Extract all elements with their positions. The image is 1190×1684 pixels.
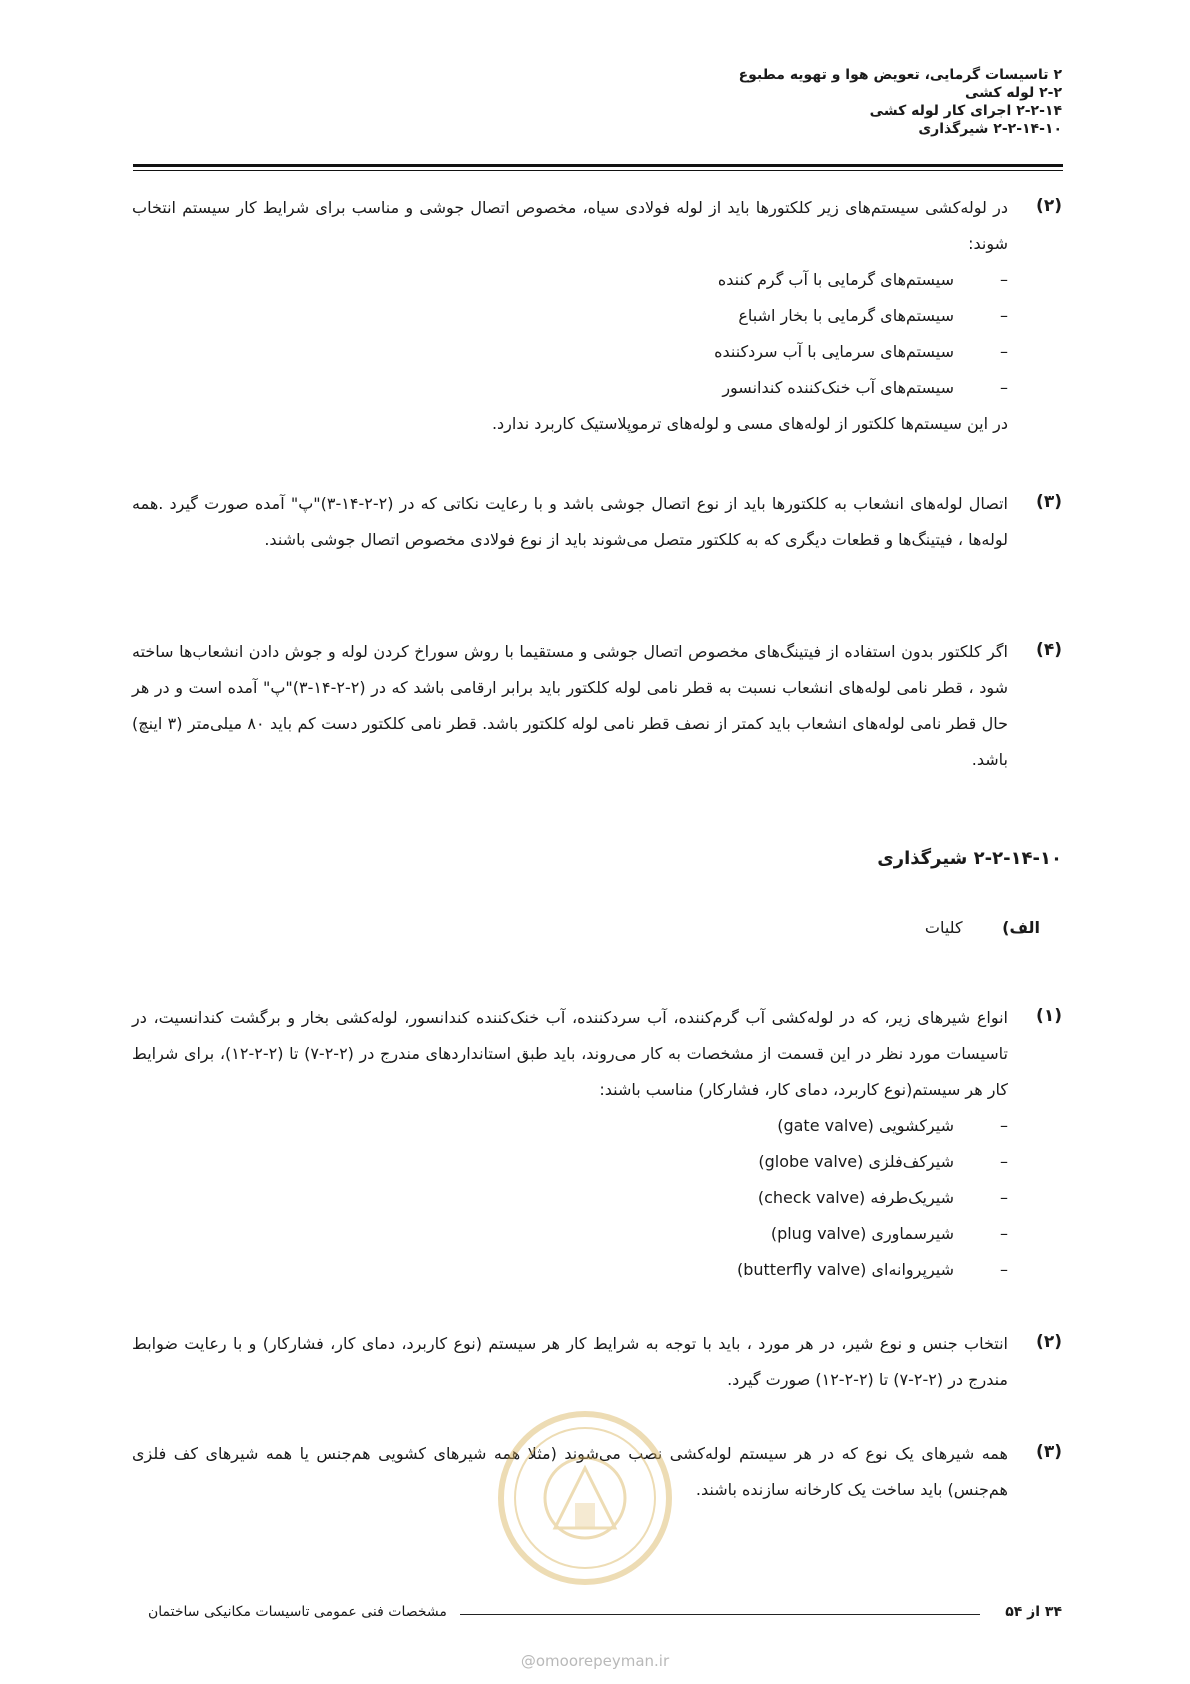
- list-item: – سیستم‌های آب خنک‌کننده کندانسور: [132, 370, 1008, 406]
- item-number: (۲): [1036, 1332, 1062, 1352]
- item-text: در لوله‌کشی سیستم‌های زیر کلکتورها باید از لوله فولادی سیاه، مخصوص اتصال جوشی و مناسب برای شرایط کار سیستم انتخاب شوند:: [132, 198, 1008, 253]
- item-number: (۳): [1036, 1442, 1062, 1462]
- item-text: همه شیرهای یک نوع که در هر سیستم لوله‌کشی نصب می‌شوند (مثلا همه شیرهای کشویی هم‌جنس یا همه شیرهای کف فلزی هم‌جنس) باید ساخت یک کارخانه سازنده باشند.: [132, 1444, 1008, 1499]
- item-text: اگر کلکتور بدون استفاده از فیتینگ‌های مخصوص اتصال جوشی و مستقیما با روش سوراخ کردن لوله و جوش دادن انشعاب‌ها ساخته شود ، قطر نامی لوله‌های انشعاب نسبت به قطر نامی لوله کلکتور باید برابر ارقامی باشد که در (۲-۲-۱۴-۳)"پ" آمده است و در هر حال قطر نامی لوله‌های انشعاب باید کمتر از نصف قطر نامی لوله کلکتور باشد. قطر نامی کلکتور دست کم باید ۸۰ میلی‌متر (۳ اینچ) باشد.: [132, 642, 1009, 769]
- list-item: – سیستم‌های سرمایی با آب سردکننده: [132, 334, 1008, 370]
- item-3: [132, 492, 1062, 612]
- item-number: (۴): [1036, 640, 1062, 660]
- subsection-text: کلیات: [924, 918, 963, 937]
- list-item: – سیستم‌های گرمایی با آب گرم کننده: [132, 262, 1008, 298]
- page-number: ۳۴ از ۵۴: [1005, 1604, 1062, 1620]
- header-divider: [133, 164, 1063, 167]
- header-divider-thin: [133, 170, 1063, 171]
- list-item: – سیستم‌های گرمایی با بخار اشباع: [132, 298, 1008, 334]
- header-line-3: ۲-۲-۱۴ اجرای کار لوله کشی: [869, 103, 1062, 119]
- item-text: در این سیستم‌ها کلکتور از لوله‌های مسی و لوله‌های ترموپلاستیک کاربرد ندارد.: [491, 414, 1008, 433]
- valve-item-2: [132, 1332, 1062, 1412]
- list-item: – شیریک‌طرفه (check valve): [132, 1180, 1008, 1216]
- subsection-heading: [925, 918, 1040, 937]
- list-item: – شیرکف‌فلزی (globe valve): [132, 1144, 1008, 1180]
- section-title: ۲-۲-۱۴-۱۰ شیرگذاری: [877, 848, 1062, 869]
- item-text: اتصال لوله‌های انشعاب به کلکتورها باید از نوع اتصال جوشی باشد و با رعایت نکاتی که در (۲-۲-۱۴-۳)"پ" آمده صورت گیرد .همه لوله‌ها ، فیتینگ‌ها و قطعات دیگری که به کلکتور متصل می‌شوند باید از نوع فولادی مخصوص اتصال جوشی باشند.: [132, 494, 1009, 549]
- item-2: [132, 196, 1062, 446]
- footer-credit: @omoorepeyman.ir: [520, 1652, 670, 1670]
- header-line-4: ۲-۲-۱۴-۱۰ شیرگذاری: [918, 121, 1062, 137]
- footer-divider: [460, 1614, 980, 1615]
- item-number: (۳): [1036, 492, 1062, 512]
- header-line-2: ۲-۲ لوله کشی: [965, 85, 1062, 101]
- header-line-1: ۲ تاسیسات گرمایی، تعویض هوا و تهویه مطبوع: [738, 67, 1062, 83]
- item-text: انواع شیرهای زیر، که در لوله‌کشی آب گرم‌کننده، آب سردکننده، آب خنک‌کننده کندانسور، لوله‌کشی بخار و برگشت کندانسیت، در تاسیسات مورد نظر در این قسمت از مشخصات به کار می‌روند، باید طبق استانداردهای مندرج در (۲-۲-۷) تا (۲-۲-۱۲)، برای شرایط کار هر سیستم(نوع کاربرد، دمای کار، فشارکار) مناسب باشند:: [132, 1008, 1008, 1099]
- item-number: (۲): [1036, 196, 1062, 216]
- item-text: انتخاب جنس و نوع شیر، در هر مورد ، باید با توجه به شرایط کار هر سیستم (نوع کاربرد، دمای کار، فشارکار) و با رعایت ضوابط مندرج در (۲-۲-۷) تا (۲-۲-۱۲) صورت گیرد.: [132, 1334, 1008, 1389]
- seal-watermark-icon: [495, 1408, 675, 1588]
- valve-item-1: [132, 1006, 1062, 1306]
- item-number: (۱): [1036, 1006, 1062, 1026]
- footer-title: مشخصات فنی عمومی تاسیسات مکانیکی ساختمان: [148, 1604, 447, 1620]
- list-item: – شیرپروانه‌ای (butterfly valve): [132, 1252, 1008, 1288]
- list-item: – شیرکشویی (gate valve): [132, 1108, 1008, 1144]
- page-header: [128, 66, 1062, 138]
- list-item: – شیرسماوری (plug valve): [132, 1216, 1008, 1252]
- subsection-label: الف): [1002, 918, 1040, 937]
- item-4: [132, 640, 1062, 800]
